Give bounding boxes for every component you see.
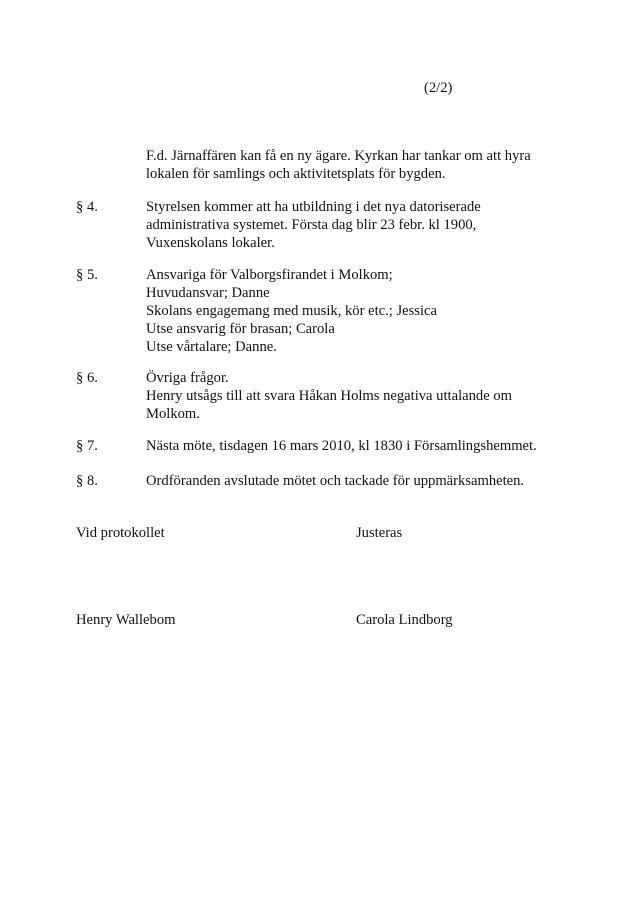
paragraph-number: § 5. (76, 267, 98, 283)
paragraph-line: Styrelsen kommer att ha utbildning i det nya datoriserade (146, 199, 481, 215)
paragraph-body (146, 369, 616, 423)
paragraph-line: Nästa möte, tisdagen 16 mars 2010, kl 1830 i Församlingshemmet. (146, 438, 537, 454)
paragraph-number: § 7. (76, 438, 98, 454)
paragraph-line: lokalen för samlings och aktivitetsplats för bygden. (146, 166, 446, 182)
paragraph-body (146, 472, 616, 490)
paragraph-line: Huvudansvar; Danne (146, 285, 270, 301)
paragraph-line: Ansvariga för Valborgsfirandet i Molkom; (146, 267, 393, 283)
paragraph-line: Molkom. (146, 406, 200, 422)
paragraph-line: Skolans engagemang med musik, kör etc.; Jessica (146, 303, 437, 319)
paragraph-line: Övriga frågor. (146, 370, 229, 386)
paragraph-line: Utse ansvarig för brasan; Carola (146, 321, 335, 337)
paragraph-number: § 6. (76, 370, 98, 386)
signature-left-name: Henry Wallebom (76, 612, 176, 628)
paragraph-body (146, 147, 616, 183)
signature-right-name: Carola Lindborg (356, 612, 453, 628)
paragraph-body (146, 266, 616, 356)
signature-left-label: Vid protokollet (76, 525, 165, 541)
signature-right-label: Justeras (356, 525, 403, 541)
paragraph-body (146, 437, 616, 455)
paragraph-number: § 8. (76, 473, 98, 489)
paragraph-line: Vuxenskolans lokaler. (146, 235, 275, 251)
paragraph-line: F.d. Järnaffären kan få en ny ägare. Kyrkan har tankar om att hyra (146, 148, 531, 164)
paragraph-number: § 4. (76, 199, 98, 215)
paragraph-line: Henry utsågs till att svara Håkan Holms negativa uttalande om (146, 388, 512, 404)
paragraph-line: Utse vårtalare; Danne. (146, 339, 277, 355)
page-number: (2/2) (424, 80, 453, 96)
paragraph-body (146, 198, 616, 252)
paragraph-line: administrativa systemet. Första dag blir 23 febr. kl 1900, (146, 217, 477, 233)
paragraph-line: Ordföranden avslutade mötet och tackade för uppmärksamheten. (146, 473, 525, 489)
